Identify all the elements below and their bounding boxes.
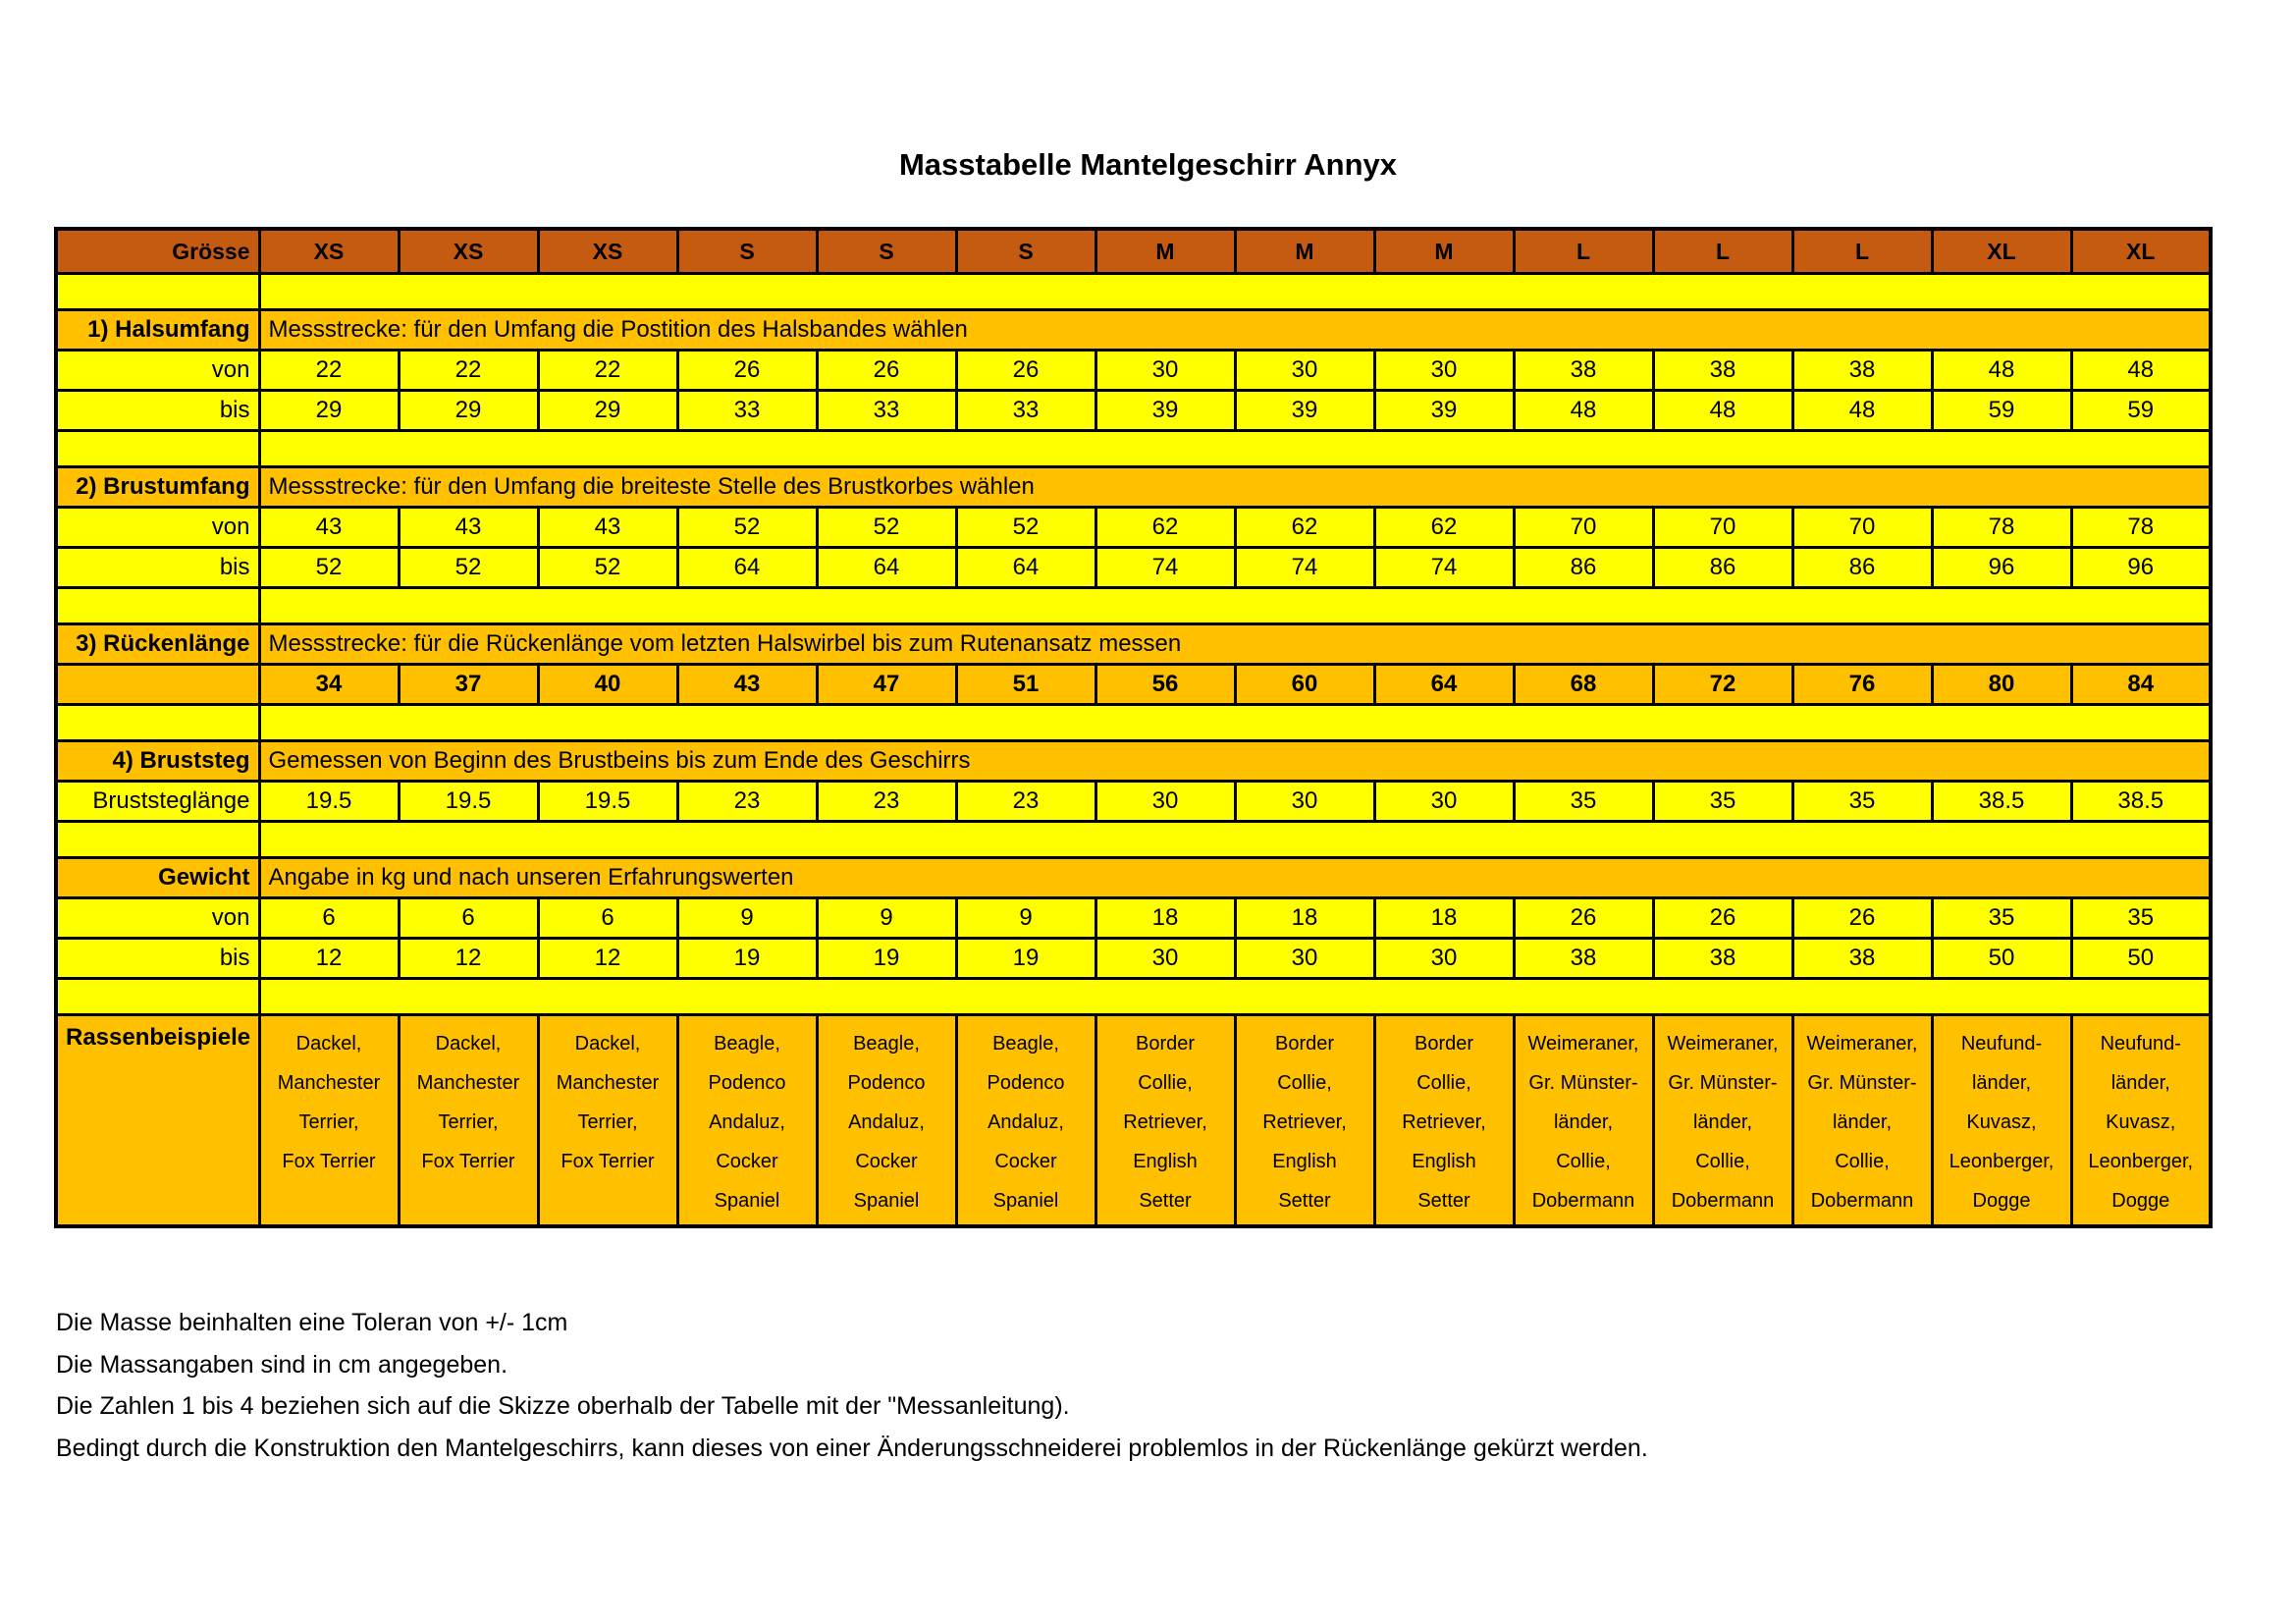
value-row-label: bis [56,939,259,979]
breed-line: Leonberger, [2088,1151,2194,1172]
value-cell: 38 [1653,939,1792,979]
breed-line: English [1412,1151,1476,1172]
size-header-cell: XL [2071,229,2211,274]
footnote-line: Die Masse beinhalten eine Toleran von +/- 1cm [56,1309,568,1336]
breed-line: Beagle, [853,1033,920,1055]
value-cell: 62 [1095,508,1235,548]
value-cell: 26 [1792,898,1932,939]
breed-cell [677,1015,817,1227]
spacer-label-cell [56,822,259,858]
section-description: Messstrecke: für den Umfang die breiteste Stelle des Brustkorbes wählen [259,467,2211,508]
breed-line: Cocker [716,1151,778,1172]
spacer-cell [259,822,2211,858]
breed-line: Gr. Münster- [1807,1072,1917,1094]
value-cell: 70 [1653,508,1792,548]
value-cell: 38.5 [2071,782,2211,822]
breed-cell [1235,1015,1374,1227]
section-label: 1) Halsumfang [56,310,259,351]
breed-line: Retriever, [1123,1111,1207,1133]
value-cell: 26 [1514,898,1653,939]
section-label: 4) Bruststeg [56,741,259,782]
table-row [56,274,2211,310]
value-cell: 37 [399,665,538,705]
value-cell: 22 [399,351,538,391]
value-row-label: von [56,898,259,939]
value-cell: 48 [1932,351,2071,391]
breed-line: Podenco [847,1072,926,1094]
breed-cell-lines [548,1024,668,1181]
breed-line: Dobermann [1671,1190,1775,1212]
value-cell: 30 [1235,351,1374,391]
breed-line: Retriever, [1402,1111,1486,1133]
breed-line: Cocker [994,1151,1057,1172]
breed-line: Kuvasz, [2106,1111,2176,1133]
spacer-cell [259,431,2211,467]
value-cell: 6 [259,898,399,939]
footnote-line: Die Zahlen 1 bis 4 beziehen sich auf die Skizze oberhalb der Tabelle mit der "Messanleitung). [56,1392,1070,1420]
value-cell: 35 [2071,898,2211,939]
size-table-wrap [54,227,2213,1228]
section-description: Messstrecke: für die Rückenlänge vom letzten Halswirbel bis zum Rutenansatz messen [259,624,2211,665]
table-row [56,1015,2211,1227]
breed-cell-lines [1384,1024,1505,1220]
table-row [56,431,2211,467]
value-cell: 39 [1095,391,1235,431]
breed-line: Gr. Münster- [1668,1072,1778,1094]
value-cell: 26 [956,351,1095,391]
section-label: Gewicht [56,858,259,898]
breed-line: Collie, [1277,1072,1332,1094]
value-cell: 19 [677,939,817,979]
value-cell: 43 [259,508,399,548]
value-cell: 18 [1374,898,1514,939]
breed-line: Terrier, [577,1111,638,1133]
value-cell: 80 [1932,665,2071,705]
spacer-label-cell [56,431,259,467]
value-cell: 52 [817,508,956,548]
spacer-label-cell [56,979,259,1015]
value-cell: 56 [1095,665,1235,705]
breed-line: Collie, [1835,1151,1890,1172]
breed-line: Dogge [1972,1190,2031,1212]
value-cell: 19.5 [259,782,399,822]
value-cell: 12 [259,939,399,979]
table-row [56,898,2211,939]
value-cell: 33 [817,391,956,431]
breed-line: Dackel, [574,1033,641,1055]
breed-line: Beagle, [992,1033,1059,1055]
value-cell: 52 [538,548,677,588]
table-row [56,588,2211,624]
spacer-cell [259,588,2211,624]
value-cell: 48 [1792,391,1932,431]
value-cell: 76 [1792,665,1932,705]
breed-cell [1095,1015,1235,1227]
breed-line: Terrier, [298,1111,359,1133]
table-row [56,741,2211,782]
breed-cell-lines [1942,1024,2062,1220]
breed-line: Border [1135,1033,1196,1055]
size-header-cell: S [817,229,956,274]
table-row [56,665,2211,705]
value-cell: 86 [1653,548,1792,588]
size-header-cell: L [1653,229,1792,274]
value-cell: 60 [1235,665,1374,705]
breed-cell [817,1015,956,1227]
section-description: Messstrecke: für den Umfang die Postition des Halsbandes wählen [259,310,2211,351]
size-row-label: Grösse [56,229,259,274]
value-cell: 74 [1374,548,1514,588]
breed-line: Dobermann [1531,1190,1635,1212]
value-cell: 70 [1514,508,1653,548]
breed-line: Neufund- [2100,1033,2181,1055]
breed-line: Cocker [855,1151,918,1172]
size-table [54,227,2213,1228]
breed-cell [259,1015,399,1227]
value-cell: 30 [1374,351,1514,391]
value-cell: 78 [1932,508,2071,548]
value-cell: 52 [956,508,1095,548]
spacer-cell [259,979,2211,1015]
table-row [56,391,2211,431]
breed-line: Collie, [1138,1072,1193,1094]
value-cell: 18 [1095,898,1235,939]
value-cell: 9 [817,898,956,939]
size-header-cell: L [1514,229,1653,274]
value-cell: 78 [2071,508,2211,548]
value-cell: 9 [677,898,817,939]
breed-line: Dackel, [295,1033,362,1055]
breed-cell-lines [408,1024,529,1181]
table-row [56,822,2211,858]
table-row [56,310,2211,351]
breed-line: Andaluz, [709,1111,785,1133]
breed-line: Podenco [987,1072,1065,1094]
breed-line: Manchester [277,1072,381,1094]
footnotes [56,1302,2245,1469]
section-description: Angabe in kg und nach unseren Erfahrungswerten [259,858,2211,898]
breed-line: Border [1274,1033,1335,1055]
value-cell: 68 [1514,665,1653,705]
value-cell: 35 [1514,782,1653,822]
section-label: 3) Rückenlänge [56,624,259,665]
breed-line: Spaniel [714,1190,780,1212]
value-cell: 64 [817,548,956,588]
value-row-label: bis [56,391,259,431]
value-cell: 43 [677,665,817,705]
value-cell: 29 [399,391,538,431]
breed-cell [1932,1015,2071,1227]
value-row-label: von [56,351,259,391]
spacer-label-cell [56,588,259,624]
value-cell: 64 [1374,665,1514,705]
value-cell: 35 [1792,782,1932,822]
table-row [56,705,2211,741]
breed-cell-lines [827,1024,947,1220]
breed-cell-lines [269,1024,390,1181]
section-description: Gemessen von Beginn des Brustbeins bis zum Ende des Geschirrs [259,741,2211,782]
value-cell: 40 [538,665,677,705]
value-cell: 72 [1653,665,1792,705]
size-header-cell: S [956,229,1095,274]
value-cell: 96 [2071,548,2211,588]
value-cell: 12 [538,939,677,979]
value-cell: 33 [677,391,817,431]
breed-cell [1653,1015,1792,1227]
breed-line: Spaniel [992,1190,1059,1212]
breed-cell-lines [1663,1024,1784,1220]
value-cell: 38 [1792,351,1932,391]
value-row-label: von [56,508,259,548]
value-cell: 48 [1653,391,1792,431]
breed-line: Setter [1139,1190,1192,1212]
value-row-label: bis [56,548,259,588]
value-cell: 29 [259,391,399,431]
value-cell: 35 [1932,898,2071,939]
value-cell: 12 [399,939,538,979]
footnote-line: Die Massangaben sind in cm angegeben. [56,1350,508,1379]
value-cell: 52 [259,548,399,588]
breed-line: Weimeraner, [1527,1033,1639,1055]
table-row [56,858,2211,898]
value-cell: 59 [2071,391,2211,431]
size-header-cell: S [677,229,817,274]
breed-cell-lines [1245,1024,1365,1220]
breed-cell [1374,1015,1514,1227]
value-cell: 62 [1374,508,1514,548]
spacer-cell [259,274,2211,310]
size-header-cell: M [1374,229,1514,274]
value-cell: 19 [817,939,956,979]
value-cell: 86 [1514,548,1653,588]
breed-line: Kuvasz, [1966,1111,2037,1133]
table-row [56,467,2211,508]
value-row-label: Bruststeglänge [56,782,259,822]
breed-line: Setter [1417,1190,1470,1212]
value-cell: 30 [1374,939,1514,979]
breed-cell [956,1015,1095,1227]
value-cell: 19.5 [399,782,538,822]
value-cell: 29 [538,391,677,431]
breed-cell-lines [2081,1024,2202,1220]
breed-line: Gr. Münster- [1528,1072,1638,1094]
breed-line: Fox Terrier [561,1151,655,1172]
value-cell: 26 [677,351,817,391]
value-cell: 19 [956,939,1095,979]
breed-line: English [1272,1151,1337,1172]
value-cell: 26 [817,351,956,391]
section-label: 2) Brustumfang [56,467,259,508]
breed-line: Andaluz, [848,1111,925,1133]
table-row [56,548,2211,588]
value-cell: 64 [677,548,817,588]
value-cell: 50 [1932,939,2071,979]
size-header-cell: XS [399,229,538,274]
page-title: Masstabelle Mantelgeschirr Annyx [898,147,1398,182]
value-cell: 22 [259,351,399,391]
breed-line: Neufund- [1960,1033,2043,1055]
value-cell: 38 [1792,939,1932,979]
value-cell: 9 [956,898,1095,939]
breed-cell [2071,1015,2211,1227]
breed-line: Weimeraner, [1806,1033,1918,1055]
breed-cell [399,1015,538,1227]
breed-cell-lines [687,1024,808,1220]
value-cell: 30 [1095,351,1235,391]
breed-line: länder, [1971,1072,2032,1094]
value-cell: 23 [817,782,956,822]
breed-line: länder, [1553,1111,1614,1133]
value-cell: 52 [399,548,538,588]
breed-line: Setter [1278,1190,1331,1212]
value-cell: 30 [1235,939,1374,979]
value-cell: 23 [956,782,1095,822]
value-cell: 74 [1235,548,1374,588]
value-cell: 39 [1235,391,1374,431]
value-cell: 39 [1374,391,1514,431]
value-cell: 35 [1653,782,1792,822]
value-cell: 48 [1514,391,1653,431]
value-cell: 84 [2071,665,2211,705]
value-cell: 70 [1792,508,1932,548]
breed-line: länder, [2110,1072,2170,1094]
table-row [56,229,2211,274]
value-cell: 38 [1653,351,1792,391]
breed-line: Collie, [1416,1072,1471,1094]
size-header-cell: XS [259,229,399,274]
breed-cell-lines [1523,1024,1644,1220]
breed-line: länder, [1832,1111,1893,1133]
breed-cell-lines [1802,1024,1923,1220]
breed-line: Border [1414,1033,1474,1055]
breed-line: Spaniel [853,1190,920,1212]
breed-line: Terrier, [438,1111,499,1133]
breed-cell [1514,1015,1653,1227]
value-cell: 43 [538,508,677,548]
size-header-cell: XL [1932,229,2071,274]
breed-line: Fox Terrier [421,1151,515,1172]
value-cell: 34 [259,665,399,705]
size-header-cell: M [1235,229,1374,274]
breed-cell [1792,1015,1932,1227]
breed-line: Manchester [556,1072,660,1094]
breed-line: Retriever, [1262,1111,1347,1133]
table-row [56,782,2211,822]
breed-line: Andaluz, [988,1111,1064,1133]
breed-line: English [1133,1151,1198,1172]
value-row-label [56,665,259,705]
value-cell: 51 [956,665,1095,705]
breed-line: Podenco [708,1072,786,1094]
size-header-cell: XS [538,229,677,274]
value-cell: 30 [1374,782,1514,822]
value-cell: 30 [1095,939,1235,979]
table-row [56,351,2211,391]
value-cell: 22 [538,351,677,391]
size-header-cell: M [1095,229,1235,274]
value-cell: 38.5 [1932,782,2071,822]
breed-line: Collie, [1556,1151,1611,1172]
value-cell: 47 [817,665,956,705]
value-cell: 50 [2071,939,2211,979]
breed-line: Collie, [1695,1151,1750,1172]
size-header-cell: L [1792,229,1932,274]
value-cell: 30 [1235,782,1374,822]
value-cell: 52 [677,508,817,548]
breed-cell-lines [966,1024,1087,1220]
value-cell: 86 [1792,548,1932,588]
table-row [56,508,2211,548]
value-cell: 18 [1235,898,1374,939]
breed-line: Leonberger, [1949,1151,2055,1172]
breed-line: länder, [1692,1111,1753,1133]
breed-line: Beagle, [714,1033,780,1055]
value-cell: 23 [677,782,817,822]
breed-line: Dobermann [1810,1190,1914,1212]
value-cell: 64 [956,548,1095,588]
value-cell: 74 [1095,548,1235,588]
value-cell: 19.5 [538,782,677,822]
value-cell: 48 [2071,351,2211,391]
value-cell: 30 [1095,782,1235,822]
value-cell: 62 [1235,508,1374,548]
breed-line: Dogge [2111,1190,2170,1212]
breed-cell [538,1015,677,1227]
value-cell: 26 [1653,898,1792,939]
table-row [56,979,2211,1015]
breed-cell-lines [1105,1024,1226,1220]
value-cell: 38 [1514,351,1653,391]
breed-line: Manchester [416,1072,520,1094]
value-cell: 33 [956,391,1095,431]
value-cell: 43 [399,508,538,548]
value-cell: 96 [1932,548,2071,588]
table-row [56,624,2211,665]
breed-line: Fox Terrier [282,1151,376,1172]
spacer-label-cell [56,705,259,741]
spacer-label-cell [56,274,259,310]
spacer-cell [259,705,2211,741]
footnote-line: Bedingt durch die Konstruktion den Mantelgeschirrs, kann dieses von einer Änderungsschneiderei problemlos in der Rückenlänge gekürzt werden. [56,1434,1648,1462]
value-cell: 6 [538,898,677,939]
table-row [56,939,2211,979]
value-cell: 38 [1514,939,1653,979]
breed-line: Weimeraner, [1667,1033,1779,1055]
value-cell: 59 [1932,391,2071,431]
value-cell: 6 [399,898,538,939]
breeds-row-label: Rassenbeispiele [56,1015,259,1227]
breed-line: Dackel, [435,1033,502,1055]
